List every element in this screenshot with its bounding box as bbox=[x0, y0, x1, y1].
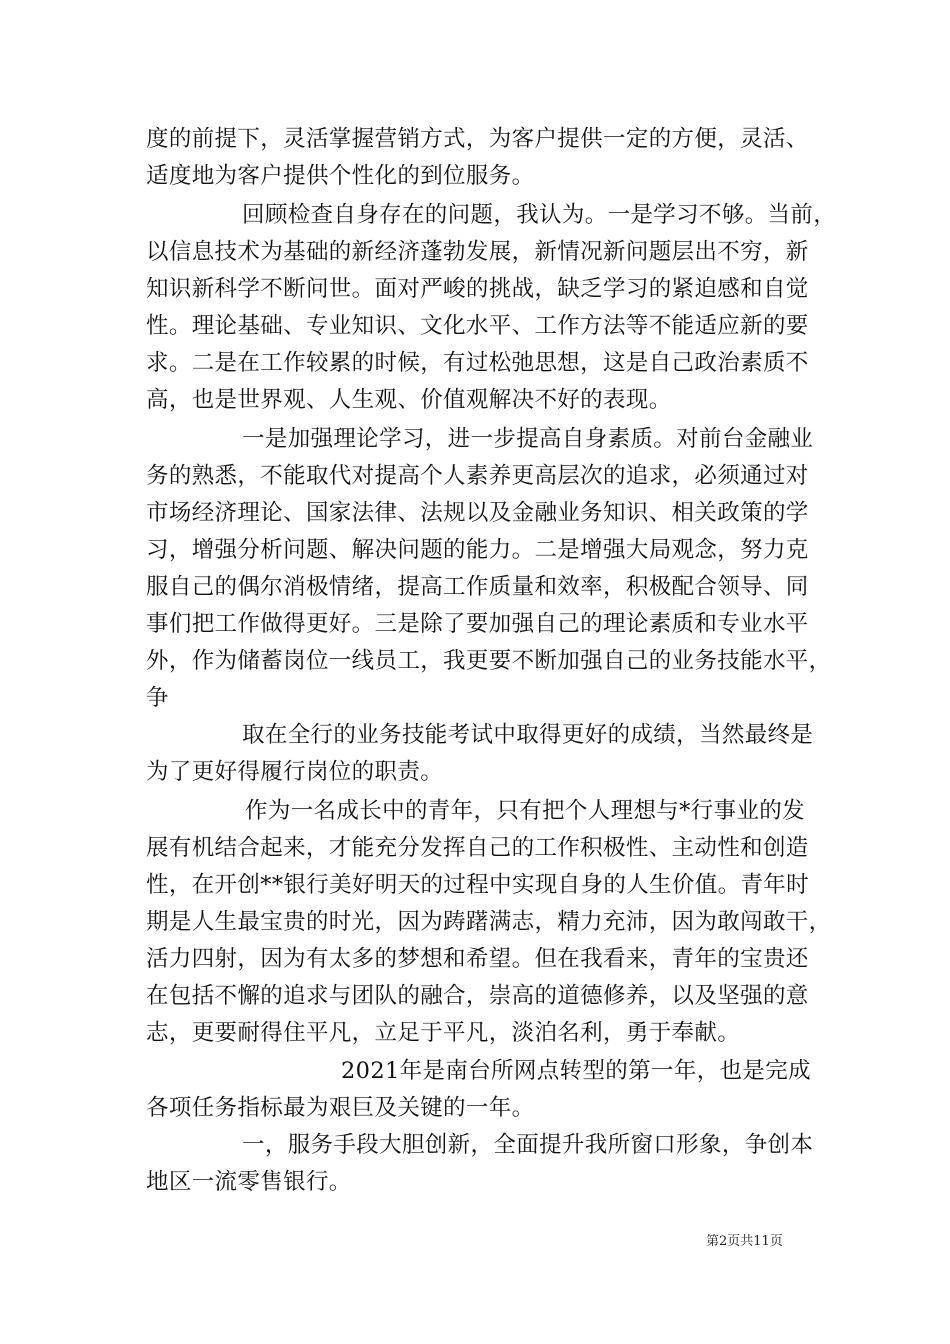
text-line: 以信息技术为基础的新经济蓬勃发展，新情况新问题层出不穷，新 bbox=[146, 239, 809, 265]
text-line: 适度地为客户提供个性化的到位服务。 bbox=[146, 163, 535, 189]
paragraph-start-line: 取在全行的业务技能考试中取得更好的成绩，当然最终是 bbox=[242, 722, 814, 748]
text-line: 性，在开创**银行美好明天的过程中实现自身的人生价值。青年时 bbox=[146, 872, 810, 898]
page-number: 第2页共11页 bbox=[706, 1234, 783, 1249]
text-line: 知识新科学不断问世。面对严峻的挑战，缺乏学习的紧迫感和自觉 bbox=[146, 276, 809, 302]
paragraph-start-line: 一，服务手段大胆创新，全面提升我所窗口形象，争创本 bbox=[242, 1132, 814, 1158]
text-line: 活力四射，因为有太多的梦想和希望。但在我看来，青年的宝贵还 bbox=[146, 946, 809, 972]
paragraph-start-line: 2021年是南台所网点转型的第一年，也是完成 bbox=[341, 1058, 811, 1084]
text-line: 习，增强分析问题、解决问题的能力。二是增强大局观念，努力克 bbox=[146, 537, 809, 563]
text-line: 展有机结合起来，才能充分发挥自己的工作积极性、主动性和创造 bbox=[146, 835, 809, 861]
text-line: 求。二是在工作较累的时候，有过松弛思想，这是自己政治素质不 bbox=[146, 350, 809, 376]
text-line: 度的前提下，灵活掌握营销方式，为客户提供一定的方便，灵活、 bbox=[146, 126, 809, 152]
text-line: 在包括不懈的追求与团队的融合，崇高的道德修养，以及坚强的意 bbox=[146, 983, 809, 1009]
text-line: 外，作为储蓄岗位一线员工，我更要不断加强自己的业务技能水平， bbox=[146, 648, 832, 674]
text-line: 争 bbox=[146, 685, 169, 711]
text-line: 市场经济理论、国家法律、法规以及金融业务知识、相关政策的学 bbox=[146, 500, 809, 526]
text-line: 各项任务指标最为艰巨及关键的一年。 bbox=[146, 1095, 535, 1121]
text-line: 地区一流零售银行。 bbox=[146, 1169, 352, 1195]
text-line: 高，也是世界观、人生观、价值观解决不好的表现。 bbox=[146, 387, 672, 413]
paragraph-start-line: 作为一名成长中的青年，只有把个人理想与*行事业的发 bbox=[245, 798, 806, 824]
text-line: 志，更要耐得住平凡，立足于平凡，淡泊名利，勇于奉献。 bbox=[146, 1020, 741, 1046]
paragraph-start-line: 一是加强理论学习，进一步提高自身素质。对前台金融业 bbox=[242, 426, 814, 452]
text-line: 性。理论基础、专业知识、文化水平、工作方法等不能适应新的要 bbox=[146, 313, 809, 339]
text-line: 事们把工作做得更好。三是除了要加强自己的理论素质和专业水平 bbox=[146, 611, 809, 637]
text-line: 务的熟悉，不能取代对提高个人素养更高层次的追求，必须通过对 bbox=[146, 463, 809, 489]
text-line: 服自己的偶尔消极情绪，提高工作质量和效率，积极配合领导、同 bbox=[146, 574, 809, 600]
text-line: 为了更好得履行岗位的职责。 bbox=[146, 759, 444, 785]
text-line: 期是人生最宝贵的时光，因为踌躇满志，精力充沛，因为敢闯敢干， bbox=[146, 909, 832, 935]
paragraph-start-line: 回顾检查自身存在的问题，我认为。一是学习不够。当前， bbox=[242, 202, 837, 228]
